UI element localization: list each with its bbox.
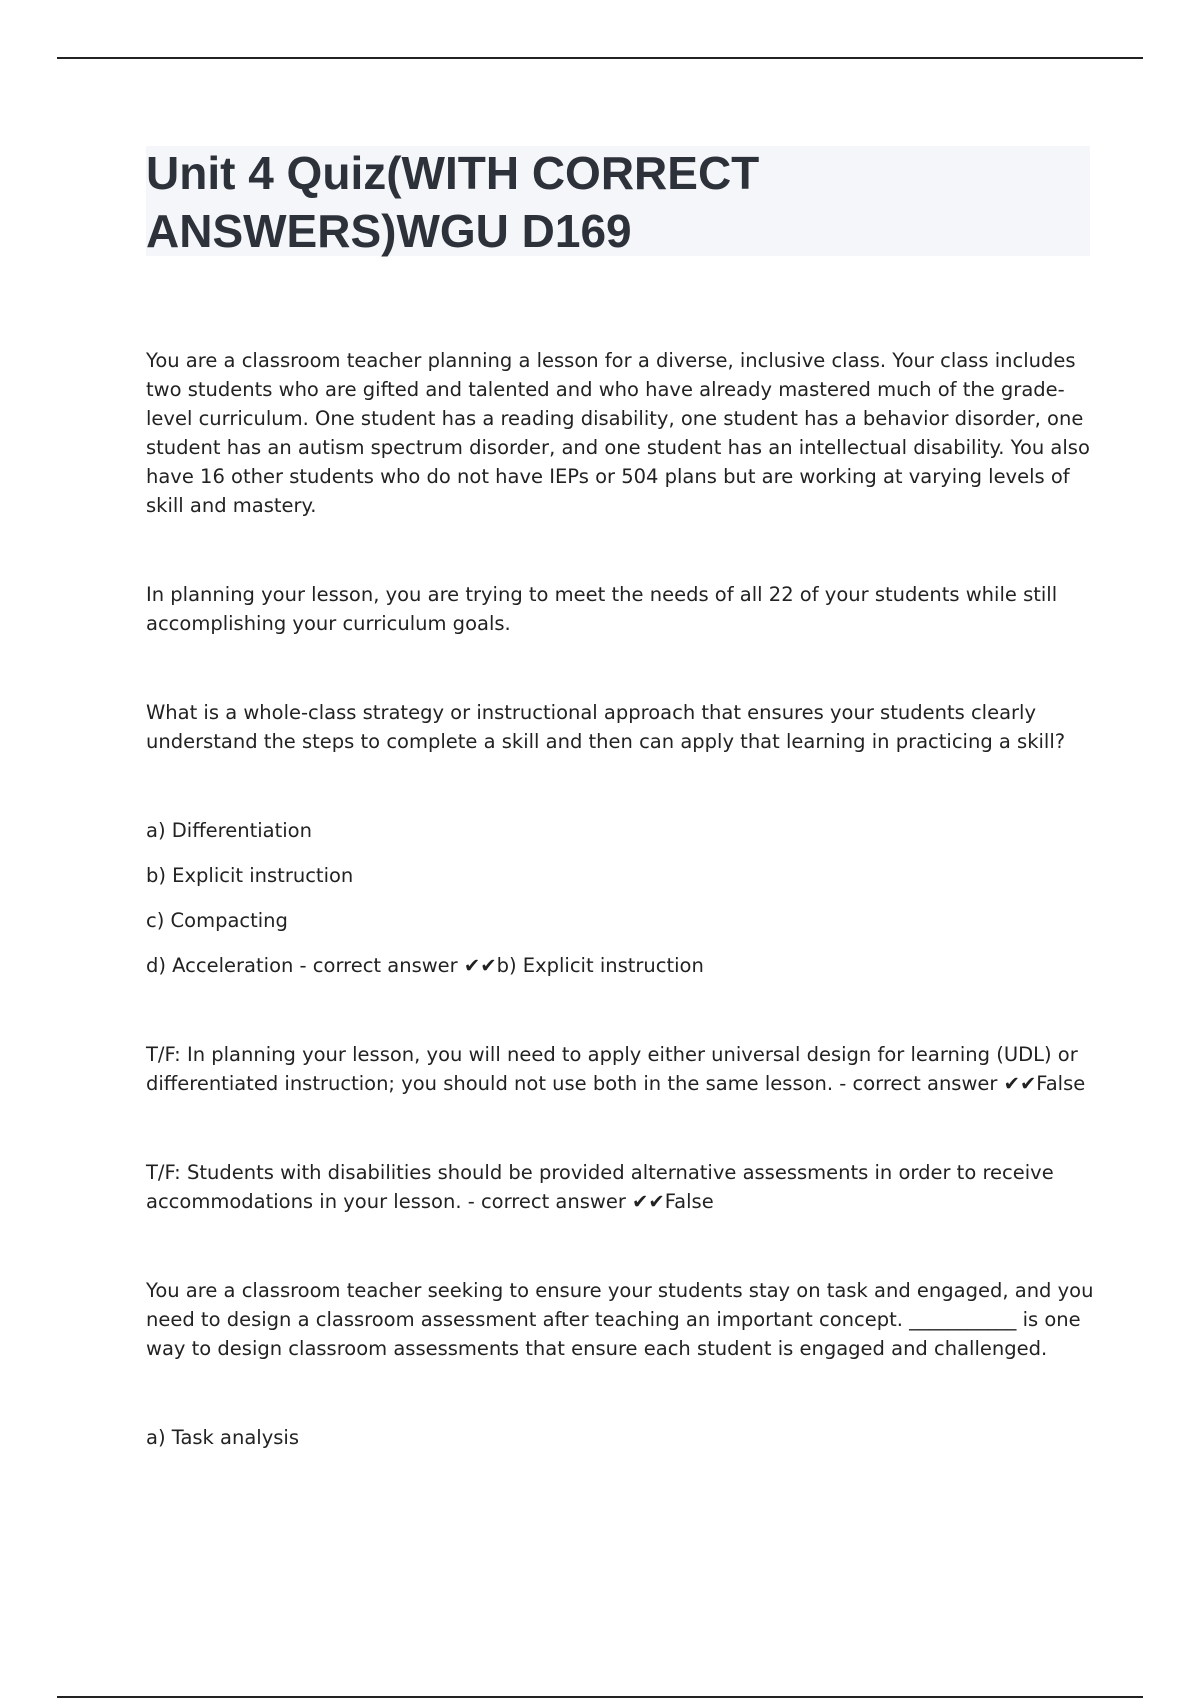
scenario-paragraph: You are a classroom teacher planning a lesson for a diverse, inclusive class. Your class includes two students who are gifted and talented and who have already mastered much of the grade-level curriculum. One student has a reading disability, one student has a behavior disorder, one student has an autism spectrum disorder, and one student has an intellectual disability. You also have 16 other students who do not have IEPs or 504 plans but are working at varying levels of skill and mastery.	[146, 349, 1090, 517]
document-body	[146, 346, 1096, 1452]
question-3-tf: T/F: Students with disabilities should be provided alternative assessments in order to receive accommodations in your lesson. - correct answer ✔✔False	[146, 1161, 1054, 1213]
question-1-option-b: b) Explicit instruction	[146, 864, 354, 887]
top-divider	[57, 57, 1143, 59]
question-4-option-a: a) Task analysis	[146, 1426, 299, 1449]
question-1-option-a: a) Differentiation	[146, 819, 312, 842]
question-1-text: What is a whole-class strategy or instructional approach that ensures your students clearly understand the steps to complete a skill and then can apply that learning in practicing a skill?	[146, 701, 1066, 753]
question-4-text: You are a classroom teacher seeking to ensure your students stay on task and engaged, and you need to design a classroom assessment after teaching an important concept. ___________ is one way to design classroom assessments that ensure each student is engaged and challenged.	[146, 1279, 1094, 1360]
question-1-option-c: c) Compacting	[146, 909, 288, 932]
document-title: Unit 4 Quiz(WITH CORRECT ANSWERS)WGU D169	[146, 147, 760, 257]
planning-paragraph: In planning your lesson, you are trying to meet the needs of all 22 of your students while still accomplishing your curriculum goals.	[146, 583, 1058, 635]
question-2-tf: T/F: In planning your lesson, you will need to apply either universal design for learning (UDL) or differentiated instruction; you should not use both in the same lesson. - correct answer ✔✔False	[146, 1043, 1086, 1095]
bottom-divider	[57, 1696, 1143, 1698]
question-1-option-d-answer: d) Acceleration - correct answer ✔✔b) Explicit instruction	[146, 954, 704, 977]
